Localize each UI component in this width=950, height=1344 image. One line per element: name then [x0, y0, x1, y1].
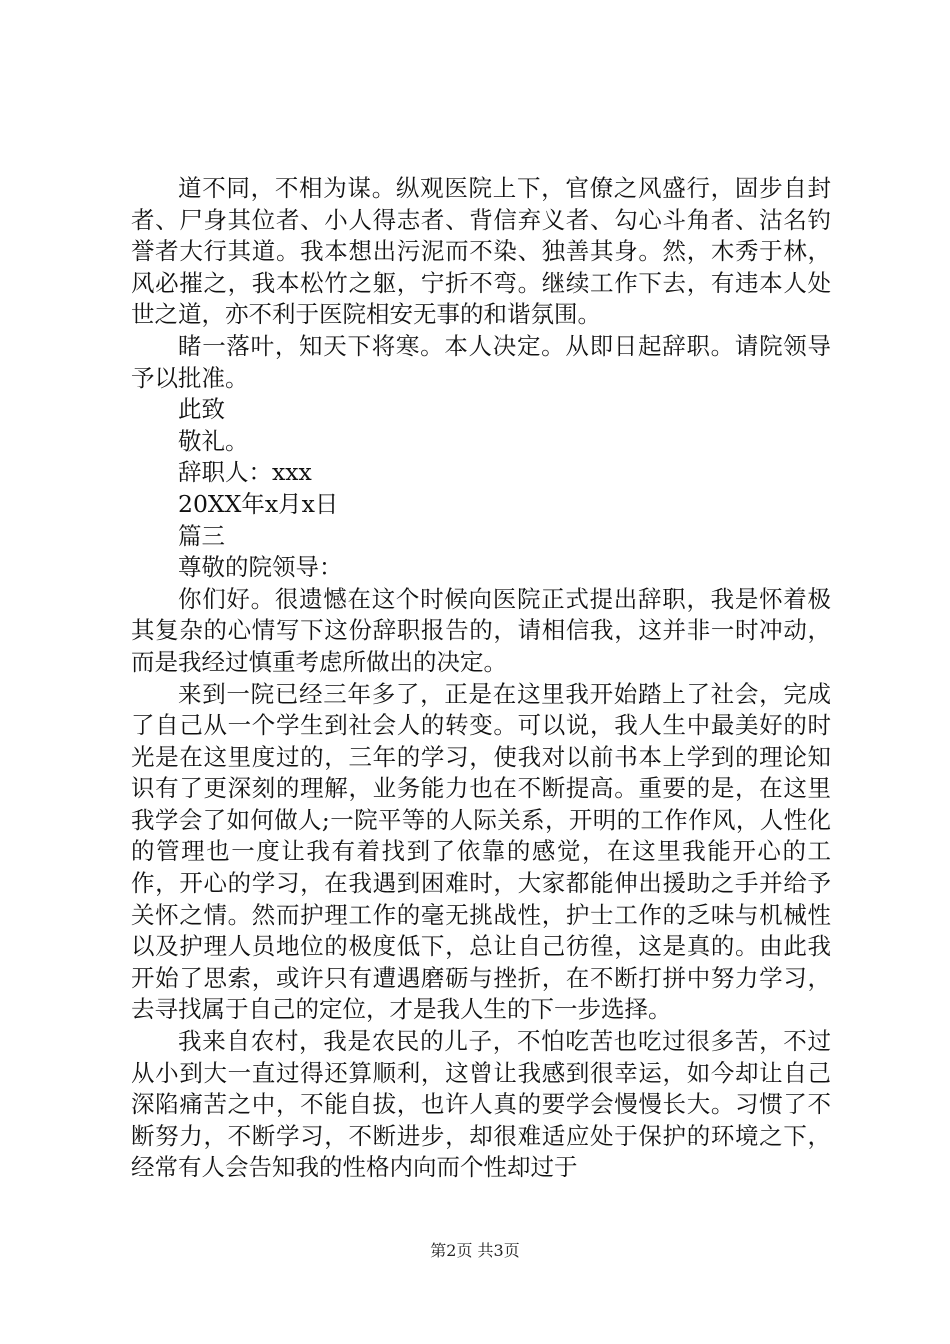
paragraph-background: 我来自农村，我是农民的儿子，不怕吃苦也吃过很多苦，不过从小到大一直过得还算顺利，这曾让我感到很幸运，如今却让自己深陷痛苦之中，不能自拔，也许人真的要学会慢慢长大。习惯了不断努力，不断学习，不断进步，却很难适应处于保护的环境之下，经常有人会告知我的性格内向而个性却过于 — [131, 1027, 831, 1182]
paragraph-experience: 来到一院已经三年多了，正是在这里我开始踏上了社会，完成了自己从一个学生到社会人的转变。可以说，我人生中最美好的时光是在这里度过的，三年的学习，使我对以前书本上学到的理论知识有了更深刻的理解，业务能力也在不断提高。重要的是，在这里我学会了如何做人;一院平等的人际关系，开明的工作作风，人性化的管理也一度让我有着找到了依靠的感觉，在这里我能开心的工作，开心的学习，在我遇到困难时，大家都能伸出援助之手并给予关怀之情。然而护理工作的毫无挑战性，护士工作的乏味与机械性以及护理人员地位的极度低下，总让自己彷徨，这是真的。由此我开始了思索，或许只有遭遇磨砺与挫折，在不断打拼中努力学习，去寻找属于自己的定位，才是我人生的下一步选择。 — [131, 679, 831, 1024]
section-heading: 篇三 — [178, 521, 225, 550]
closing-regards: 敬礼。 — [178, 426, 249, 455]
date-line: 20XX年x月x日 — [178, 489, 339, 518]
closing-salutation: 此致 — [178, 395, 225, 424]
signature-line: 辞职人：xxx — [178, 458, 312, 487]
paragraph-decision: 睹一落叶，知天下将寒。本人决定。从即日起辞职。请院领导予以批准。 — [131, 331, 831, 392]
letter-salutation: 尊敬的院领导： — [178, 553, 343, 582]
paragraph-greeting: 你们好。很遗憾在这个时候向医院正式提出辞职，我是怀着极其复杂的心情写下这份辞职报告的，请相信我，这并非一时冲动，而是我经过慎重考虑所做出的决定。 — [131, 584, 831, 676]
page-footer: 第2页 共3页 — [430, 1241, 520, 1260]
document-body — [131, 173, 831, 1184]
paragraph-principles: 道不同，不相为谋。纵观医院上下，官僚之风盛行，固步自封者、尸身其位者、小人得志者、背信弃义者、勾心斗角者、沽名钓誉者大行其道。我本想出污泥而不染、独善其身。然，木秀于林，风必摧之，我本松竹之躯，宁折不弯。继续工作下去，有违本人处世之道，亦不利于医院相安无事的和谐氛围。 — [131, 174, 831, 329]
